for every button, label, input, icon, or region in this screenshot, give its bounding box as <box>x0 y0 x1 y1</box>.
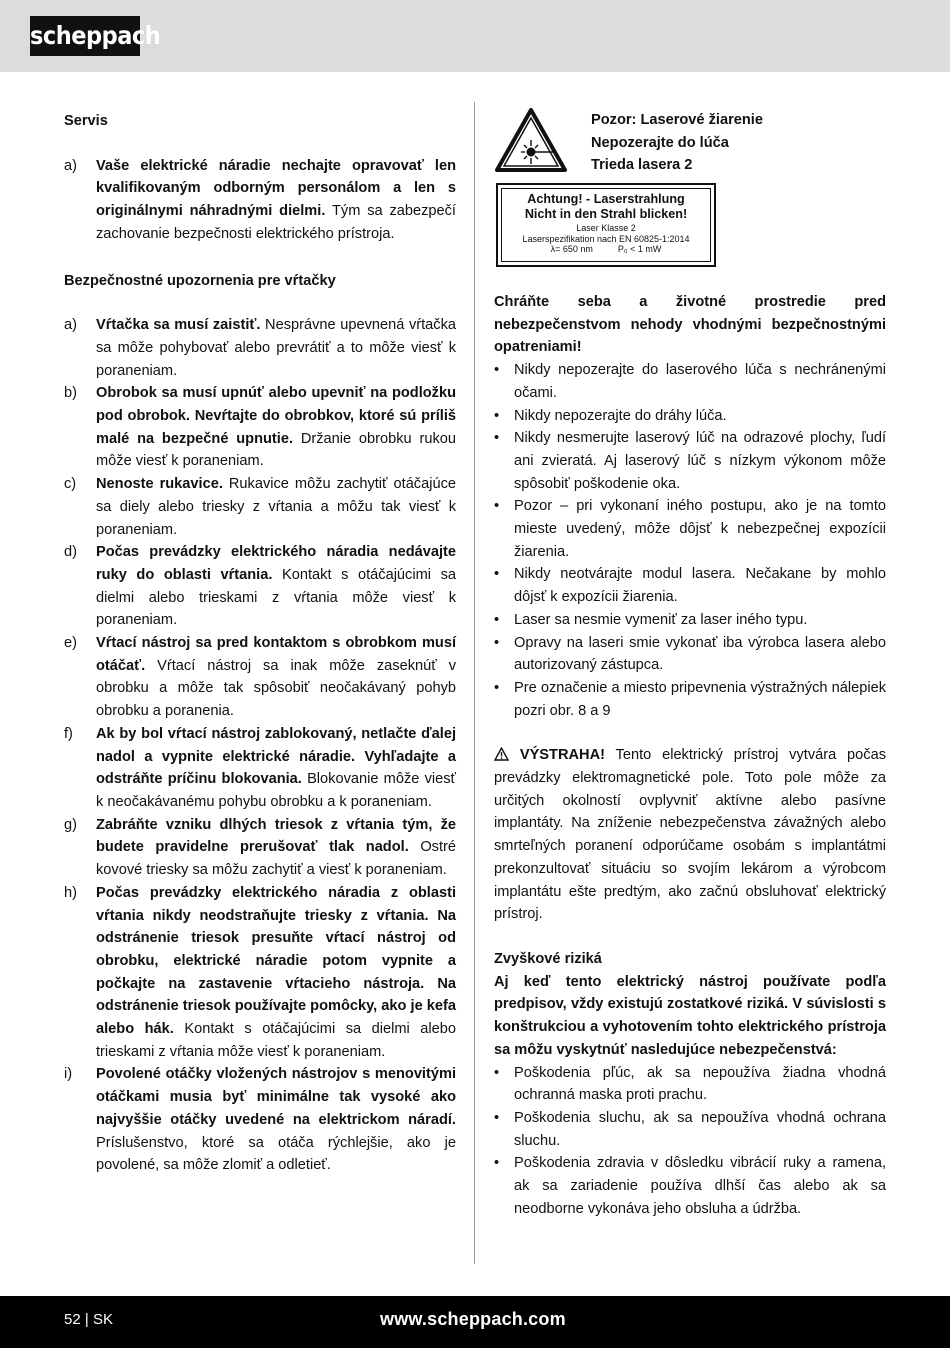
section-title-drill: Bezpečnostné upozornenia pre vŕtačky <box>64 272 336 289</box>
drill-item <box>64 814 456 882</box>
bullet-icon: • <box>494 1064 500 1081</box>
list-item-text: Pre označenie a miesto pripevnenia výstražných nálepiek pozri obr. 8 a 9 <box>514 679 886 719</box>
warning-text: Tento elektrický prístroj vytvára počas prevádzky elektromagnetické pole. Toto pole môže za určitých okolností ovplyvniť aktívne alebo pasívne implantáty. Na zníženie nebezpečenstva závažných alebo smrteľných poranení odporúčame osobám s implantátmi prekonzultovať situáciu so svojím lekárom a výrobcom implantátu ešte predtým, ako začnú obsluhovať elektrický prístroj. <box>494 747 886 923</box>
list-item <box>494 677 886 722</box>
sticker-line-1: Achtung! - Laserstrahlung <box>527 192 685 206</box>
drill-item <box>64 314 456 382</box>
language-code: SK <box>92 1311 113 1328</box>
laser-line-2: Nepozerajte do lúča <box>591 134 729 151</box>
item-bold: Obrobok sa musí upnúť alebo upevniť na podložku pod obrobok. Nevŕtajte do obrobkov, ktoré sú príliš malé na bezpečné upnutie. <box>96 385 456 447</box>
bullet-icon: • <box>494 430 500 447</box>
item-label: f) <box>64 725 73 742</box>
item-bold: Ak by bol vŕtací nástroj zablokovaný, netlačte ďalej nadol a vypnite elektrické náradie. Vyhľadajte a odstráňte príčinu blokovania. <box>96 725 456 788</box>
bullet-icon: • <box>494 566 500 583</box>
item-label: g) <box>64 816 77 833</box>
list-item-text: Poškodenia zdravia v dôsledku vibrácií ruky a ramena, ak sa zariadenie používa dlhší čas alebo ak sa neodborne vykonáva jeho obsluha a údržba. <box>514 1155 886 1217</box>
bullet-icon: • <box>494 634 500 651</box>
item-text: Príslušenstvo, ktoré sa otáča rýchlejšie, ako je povolené, sa môže zlomiť a odletieť. <box>96 1134 456 1174</box>
sticker-line-5: λ= 650 nm P₀ < 1 mW <box>550 244 662 254</box>
list-item-text: Poškodenia sluchu, ak sa nepoužíva vhodná ochrana sluchu. <box>514 1109 886 1149</box>
section-title-risks: Zvyškové riziká <box>494 950 602 967</box>
drill-item <box>64 632 456 723</box>
bullet-icon: • <box>494 1155 500 1172</box>
list-item <box>494 563 886 608</box>
section-title-servis: Servis <box>64 113 108 129</box>
item-label: b) <box>64 385 77 402</box>
sticker-line-4: Laserspezifikation nach EN 60825-1:2014 <box>522 233 690 244</box>
list-item-text: Pozor – pri vykonaní iného postupu, ako je na tomto mieste uvedený, môže dôjsť k nebezpečnej expozícii žiarenia. <box>514 498 886 560</box>
item-label: e) <box>64 635 77 652</box>
item-bold: Vaše elektrické náradie nechajte opravovať len kvalifikovaným odborným personálom a len s originálnymi náhradnými dielmi. <box>96 157 456 220</box>
list-item-text: Nikdy nepozerajte do laserového lúča s nechránenými očami. <box>514 362 886 401</box>
laser-line-3: Trieda lasera 2 <box>591 157 693 174</box>
left-column <box>64 110 456 1177</box>
item-label: h) <box>64 884 77 901</box>
drill-item <box>64 723 456 814</box>
brand-logo: scheppach <box>30 16 140 56</box>
item-label: d) <box>64 544 77 561</box>
bullet-icon: • <box>494 611 500 628</box>
item-text: Držanie obrobku rukou môže viesť k poraneniam. <box>96 430 456 470</box>
list-item <box>494 495 886 563</box>
item-bold: Počas prevádzky elektrického náradia nedávajte ruky do oblasti vŕtania. <box>96 544 456 583</box>
drill-safety-list <box>64 314 456 1177</box>
footer-separator: | <box>84 1311 89 1328</box>
list-item-text: Nikdy nesmerujte laserový lúč na odrazové plochy, ľudí ani zvieratá. Aj laserový lúč s nízkym výkonom môže spôsobiť poškodenie oka. <box>514 430 886 492</box>
laser-sticker <box>496 183 716 267</box>
list-item <box>494 1107 886 1152</box>
sticker-line-3: Laser Klasse 2 <box>576 223 636 233</box>
page-number-value: 52 <box>64 1311 81 1328</box>
warning-paragraph <box>494 744 886 926</box>
laser-warning-icon <box>494 107 568 173</box>
list-item <box>494 427 886 495</box>
list-item-text: Nikdy neotvárajte modul lasera. Nečakane by mohlo dôjsť k expozícii žiarenia. <box>514 566 886 606</box>
bullet-icon: • <box>494 407 500 424</box>
laser-line-1: Pozor: Laserové žiarenie <box>591 112 763 128</box>
page-header <box>0 0 950 72</box>
item-bold: Počas prevádzky elektrického náradia z oblasti vŕtania nikdy neodstraňujte triesky z vŕtania. Na odstránenie triesok presuňte vŕtací nástroj od obrobku, elektrické náradie potom vypnite a počkajte na zastavenie vŕtacieho nástroja. Na odstránenie triesok používajte pomôcky, ako je kefa alebo hák. <box>96 884 456 1038</box>
drill-item <box>64 1063 456 1177</box>
item-label: i) <box>64 1066 73 1083</box>
list-item-text: Laser sa nesmie vymeniť za laser iného typu. <box>514 611 808 628</box>
item-label: a) <box>64 317 77 334</box>
column-divider <box>474 102 475 1264</box>
list-item-text: Opravy na laseri smie vykonať iba výrobca lasera alebo autorizovaný zástupca. <box>514 634 886 674</box>
page-number <box>64 1311 113 1328</box>
drill-item <box>64 882 456 1064</box>
item-bold: Vŕtačka sa musí zaistiť. <box>96 317 261 334</box>
item-text: Kontakt s otáčajúcimi sa dielmi alebo trieskami z vŕtania môže viesť k poraneniam. <box>96 1021 456 1060</box>
warning-triangle-icon <box>494 747 509 761</box>
warning-label: VÝSTRAHA! <box>519 747 605 764</box>
website-link[interactable]: www.scheppach.com <box>380 1309 566 1329</box>
bullet-icon: • <box>494 362 500 379</box>
laser-safety-list <box>494 359 886 722</box>
page-footer <box>0 1296 950 1348</box>
list-item-text: Poškodenia pľúc, ak sa nepoužíva žiadna vhodná ochranná maska proti prachu. <box>514 1064 886 1104</box>
laser-warning-text <box>591 109 763 177</box>
list-item <box>494 609 886 632</box>
item-text: Blokovanie môže viesť k neočakávanému pohybu obrobku a k poraneniam. <box>96 771 456 810</box>
item-bold: Vŕtací nástroj sa pred kontaktom s obrobkom musí otáčať. <box>96 635 456 674</box>
item-text: Kontakt s otáčajúcimi sa dielmi alebo trieskami z vŕtania môže viesť k poraneniam. <box>96 566 456 629</box>
item-text: Ostré kovové triesky sa môžu zachytiť a viesť k poraneniam. <box>96 839 457 879</box>
sticker-line-2: Nicht in den Strahl blicken! <box>524 207 688 221</box>
item-text: Vŕtací nástroj sa inak môže zaseknúť v obrobku a môže tak spôsobiť neočakávaný pohyb obrobku a poranenia. <box>96 657 456 720</box>
drill-item <box>64 541 456 632</box>
list-item <box>494 405 886 428</box>
item-text: Rukavice môžu zachytiť otáčajúce sa diely alebo triesky z vŕtania a môžu tak viesť k poraneniam. <box>96 476 456 538</box>
laser-warning-block <box>494 105 894 270</box>
bullet-icon: • <box>494 1109 500 1126</box>
item-text: Tým sa zabezpečí zachovanie bezpečnosti elektrického prístroja. <box>96 203 456 242</box>
list-item <box>494 1152 886 1220</box>
list-item <box>494 359 886 404</box>
residual-risks-list <box>494 1062 886 1221</box>
drill-item <box>64 473 456 541</box>
protect-title: Chráňte seba a životné prostredie pred nebezpečenstvom nehody vhodnými bezpečnostnými opatreniami! <box>494 294 886 356</box>
bullet-icon: • <box>494 679 500 696</box>
drill-item <box>64 382 456 473</box>
servis-item-a <box>64 155 456 246</box>
list-item <box>494 632 886 677</box>
item-text: Nesprávne upevnená vŕtačka sa môže pohybovať alebo prevrátiť a to môže viesť k poraneniam. <box>96 317 456 379</box>
item-label: a) <box>64 157 77 174</box>
item-bold: Povolené otáčky vložených nástrojov s menovitými otáčkami musia byť minimálne tak vysoké ako najvyššie otáčky uvedené na elektrickom náradí. <box>96 1066 456 1128</box>
list-item-text: Nikdy nepozerajte do dráhy lúča. <box>514 407 727 424</box>
risks-intro: Aj keď tento elektrický nástroj používate podľa predpisov, vždy existujú zostatkové riziká. V súvislosti s konštrukciou a vyhotovením tohto elektrického prístroja sa môžu vyskytnúť nasledujúce nebezpečenstvá: <box>494 973 886 1058</box>
list-item <box>494 1062 886 1107</box>
right-column <box>494 291 886 1220</box>
item-label: c) <box>64 476 77 493</box>
item-bold: Nenoste rukavice. <box>96 476 223 493</box>
bullet-icon: • <box>494 498 500 515</box>
item-bold: Zabráňte vzniku dlhých triesok z vŕtania tým, že budete pravidelne prerušovať tlak nadol. <box>96 816 456 856</box>
